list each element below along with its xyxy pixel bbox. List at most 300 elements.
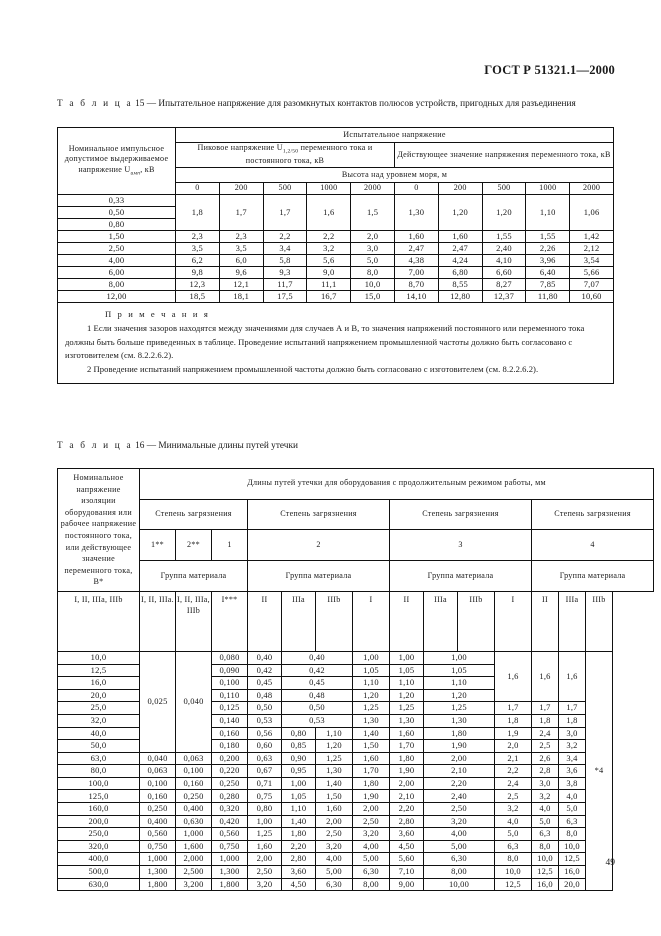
table-16-cell: 0,50: [248, 702, 282, 715]
table-16-cell: 0,90: [282, 752, 316, 765]
table-16-cell: 1,00: [424, 651, 495, 664]
table-row: [58, 254, 614, 266]
table-16-mat-p3-IIIa: IIIa: [424, 591, 458, 651]
table-16-cell: 5,0: [559, 803, 586, 816]
table-row: [58, 866, 654, 879]
table-16-cell: 1,10: [353, 677, 390, 690]
table-16-cell: 0,67: [248, 765, 282, 778]
table-15-row-label: 1,50: [58, 230, 176, 242]
table-16-cell: 5,0: [532, 815, 559, 828]
table-16-cell: 0,40: [248, 651, 282, 664]
table-16-cell: 5,00: [424, 840, 495, 853]
table-16-cell: 9,00: [390, 878, 424, 891]
table-15-cell: 1,60: [438, 230, 482, 242]
table-16-cell: 2,00: [248, 853, 282, 866]
standard-header: ГОСТ Р 51321.1—2000: [484, 63, 615, 77]
table-15: [57, 127, 614, 384]
table-15-row-label: 2,50: [58, 242, 176, 254]
table-16-cell: 1,8: [495, 714, 532, 727]
table-16-cell: 12,5: [495, 878, 532, 891]
table-15-altitude-1000a: 1000: [307, 182, 351, 194]
table-15-cell: 12,80: [438, 290, 482, 302]
table-16-caption: [57, 440, 613, 453]
table-15-merged-v7: 1,20: [482, 194, 526, 230]
table-16-cell: 2,50: [424, 803, 495, 816]
table-row: [58, 790, 654, 803]
table-16-pd4-merged-c: 1,6: [559, 651, 586, 701]
table-15-group1-header-sub: 1,2/50: [282, 148, 299, 155]
table-16-cell: 1,05: [282, 790, 316, 803]
table-16-cell: 2,000: [176, 853, 212, 866]
table-16-pd4-merged-a: 1,6: [495, 651, 532, 701]
table-16-cell: 1,9: [495, 727, 532, 740]
table-16-cell: 0,95: [282, 765, 316, 778]
table-row: [58, 290, 614, 302]
table-row: [58, 815, 654, 828]
table-16-cell: 1,80: [390, 752, 424, 765]
table-16-cell: 1,20: [390, 689, 424, 702]
table-16-cell: 5,00: [316, 866, 353, 879]
table-15-cell: 7,07: [570, 278, 614, 290]
table-15-cell: 3,54: [570, 254, 614, 266]
table-16-footnote-marker: *4: [586, 651, 613, 890]
table-16-cell: 1,50: [353, 740, 390, 753]
table-15-caption: [57, 98, 613, 111]
table-16-cell: 3,200: [176, 878, 212, 891]
table-16-cell: 1,00: [390, 651, 424, 664]
table-15-merged-v2: 1,7: [263, 194, 307, 230]
table-16-row-label: 40,0: [58, 727, 140, 740]
table-16-mat-p2-IIIa: IIIa: [282, 591, 316, 651]
table-16-row-label: 10,0: [58, 651, 140, 664]
table-16-cell: 0,080: [212, 651, 248, 664]
table-15-cell: 11,1: [307, 278, 351, 290]
table-16-cell: 3,60: [282, 866, 316, 879]
table-16-cell: 0,090: [212, 664, 248, 677]
table-16-degree-1star: 1**: [140, 530, 176, 561]
table-15-group1-header-post: переменного тока и постоянного тока, кВ: [245, 143, 373, 166]
table-16-cell: 1,8: [559, 714, 586, 727]
table-15-cell: 11,80: [526, 290, 570, 302]
table-16-cell: 2,20: [282, 840, 316, 853]
table-16-caption-label: Т а б л и ц а: [57, 441, 133, 451]
table-15-note-1: 1 Если значения зазоров находятся между значениями для случаев А и В, то значения напряжений постоянного или переменного тока должны быть больше приведенных в таблице. Проведение испытаний напряжением промышленной частоты должно быть согласовано с изготовителем (см. 8.2.2.6.2).: [65, 323, 585, 361]
table-16-cell: 2,10: [390, 790, 424, 803]
table-16-cell: 16,0: [559, 866, 586, 879]
table-16-cell: 20,0: [559, 878, 586, 891]
table-16-cell: 4,00: [316, 853, 353, 866]
table-15-altitude-header: Высота над уровнем моря, м: [176, 167, 614, 182]
table-16-cell: 0,160: [140, 790, 176, 803]
table-16-cell: 0,80: [248, 803, 282, 816]
table-16-cell: 1,30: [424, 714, 495, 727]
table-15-cell: 12,3: [176, 278, 220, 290]
table-16-cell: 0,53: [248, 714, 282, 727]
table-15-cell: 14,10: [394, 290, 438, 302]
table-16-cell: 0,60: [248, 740, 282, 753]
table-16-caption-number: 16: [135, 441, 145, 451]
table-16-cell: 0,45: [248, 677, 282, 690]
table-15-cell: 2,47: [394, 242, 438, 254]
table-15-cell: 2,2: [263, 230, 307, 242]
table-16-cell: 1,10: [282, 803, 316, 816]
table-15-notes-row: [58, 302, 614, 383]
table-row: [58, 765, 654, 778]
table-16-cell: 0,063: [140, 765, 176, 778]
table-16-cell: 4,00: [353, 840, 390, 853]
table-15-merged-v9: 1,06: [570, 194, 614, 230]
table-16-mat-p1b: I, II, IIIa.: [140, 591, 176, 651]
table-16-cell: 10,0: [495, 866, 532, 879]
table-16-material-group-label-1: Группа материала: [140, 561, 248, 592]
table-16-cell: 3,20: [353, 828, 390, 841]
table-16-cell: 2,80: [390, 815, 424, 828]
table-16-pd1a-merged: 0,025: [140, 651, 176, 752]
table-16-cell: 1,70: [353, 765, 390, 778]
table-16-cell: 3,20: [424, 815, 495, 828]
table-16-cell: 0,63: [248, 752, 282, 765]
table-16-cell: 0,125: [212, 702, 248, 715]
table-15-cell: 6,2: [176, 254, 220, 266]
table-16-cell: 1,90: [390, 765, 424, 778]
table-16-cell: 0,280: [212, 790, 248, 803]
table-15-row-label: 4,00: [58, 254, 176, 266]
table-16-cell: 2,6: [532, 752, 559, 765]
table-16-cell: 1,7: [559, 702, 586, 715]
table-16-row-label: 12,5: [58, 664, 140, 677]
table-16-cell: 6,3: [532, 828, 559, 841]
table-16-cell: 7,10: [390, 866, 424, 879]
table-16-cell: 3,0: [532, 777, 559, 790]
table-15-altitude-200a: 200: [219, 182, 263, 194]
table-15-altitude-500b: 500: [482, 182, 526, 194]
table-15-caption-label: Т а б л и ц а: [57, 99, 133, 109]
table-row: [58, 878, 654, 891]
table-15-cell: 6,0: [219, 254, 263, 266]
table-15-merged-v5: 1,30: [394, 194, 438, 230]
table-16-cell: 2,00: [390, 777, 424, 790]
table-16-cell: 3,0: [559, 727, 586, 740]
table-row: [58, 194, 614, 206]
table-16-cell: 10,0: [532, 853, 559, 866]
table-row: [58, 278, 614, 290]
table-16-cell: 0,063: [176, 752, 212, 765]
table-16-cell: 3,2: [495, 803, 532, 816]
table-16-material-group-label-4: Группа материала: [532, 561, 654, 592]
table-16-row-label: 250,0: [58, 828, 140, 841]
table-15-cell: 3,4: [263, 242, 307, 254]
table-15-cell: 8,70: [394, 278, 438, 290]
table-16-cell: 2,00: [316, 815, 353, 828]
table-16-cell: 2,20: [390, 803, 424, 816]
table-16-cell: 0,40: [282, 651, 353, 664]
table-15-cell: 3,5: [176, 242, 220, 254]
table-16-cell: 3,8: [559, 777, 586, 790]
table-15-cell: 9,3: [263, 266, 307, 278]
table-15-cell: 9,8: [176, 266, 220, 278]
table-15-caption-number: 15: [135, 99, 145, 109]
table-16-cell: 3,2: [532, 790, 559, 803]
table-16-cell: 1,20: [353, 689, 390, 702]
table-16-cell: 2,500: [176, 866, 212, 879]
table-16-cell: 3,4: [559, 752, 586, 765]
table-16-cell: 1,05: [424, 664, 495, 677]
table-16-cell: 6,30: [353, 866, 390, 879]
page-number: 49: [605, 858, 615, 868]
table-16-cell: 1,10: [424, 677, 495, 690]
table-15-caption-text: Ипытательное напряжение для разомкнутых контактов полюсов устройств, пригодных для разъединения: [158, 99, 576, 109]
table-16-degree-1: 1: [212, 530, 248, 561]
table-16-cell: 0,100: [176, 765, 212, 778]
table-15-cell: 5,6: [307, 254, 351, 266]
table-16-mat-p2-I: I***: [212, 591, 248, 651]
table-16-cell: 0,560: [212, 828, 248, 841]
table-16-pollution-label-2: Степень загрязнения: [248, 499, 390, 530]
table-row: [58, 651, 654, 664]
table-15-cell: 7,00: [394, 266, 438, 278]
table-15-merged-v1: 1,7: [219, 194, 263, 230]
table-15-cell: 3,2: [307, 242, 351, 254]
table-15-cell: 2,26: [526, 242, 570, 254]
table-15-row-label: 6,00: [58, 266, 176, 278]
table-16-cell: 2,0: [495, 740, 532, 753]
table-16-cell: 0,750: [140, 840, 176, 853]
table-16-cell: 2,40: [424, 790, 495, 803]
table-16-cell: 2,80: [282, 853, 316, 866]
table-15-cell: 6,40: [526, 266, 570, 278]
table-16-cell: 0,420: [212, 815, 248, 828]
table-16-cell: 10,00: [424, 878, 495, 891]
table-15-cell: 17,5: [263, 290, 307, 302]
table-16-mat-p2-IIIb: IIIb: [316, 591, 353, 651]
table-15-altitude-0b: 0: [394, 182, 438, 194]
table-15-cell: 5,0: [351, 254, 395, 266]
table-16-row-label: 630,0: [58, 878, 140, 891]
table-16-cell: 0,110: [212, 689, 248, 702]
table-16: [57, 468, 654, 891]
table-15-cell: 11,7: [263, 278, 307, 290]
table-16-cell: 4,0: [559, 790, 586, 803]
table-16-row-label: 100,0: [58, 777, 140, 790]
table-15-cell: 4,24: [438, 254, 482, 266]
table-15-cell: 2,3: [219, 230, 263, 242]
table-16-pollution-label-4: Степень загрязнения: [532, 499, 654, 530]
table-16-mat-p2-II: II: [248, 591, 282, 651]
table-15-cell: 16,7: [307, 290, 351, 302]
table-16-cell: 0,85: [282, 740, 316, 753]
table-16-cell: 1,80: [353, 777, 390, 790]
table-15-cell: 5,8: [263, 254, 307, 266]
table-16-cell: 1,60: [316, 803, 353, 816]
table-15-cell: 10,60: [570, 290, 614, 302]
table-15-merged-v3: 1,6: [307, 194, 351, 230]
table-16-cell: 1,00: [353, 651, 390, 664]
table-15-cell: 2,12: [570, 242, 614, 254]
table-16-cell: 1,00: [282, 777, 316, 790]
table-16-cell: 16,0: [532, 878, 559, 891]
table-16-cell: 1,25: [353, 702, 390, 715]
table-16-cell: 4,50: [390, 840, 424, 853]
table-16-cell: 5,60: [390, 853, 424, 866]
table-16-row-label: 200,0: [58, 815, 140, 828]
table-16-mat-p3-II: II: [390, 591, 424, 651]
table-15-cell: 3,5: [219, 242, 263, 254]
table-16-pd1b-merged: 0,040: [176, 651, 212, 752]
table-row: [58, 752, 654, 765]
table-16-material-group-label-2: Группа материала: [248, 561, 390, 592]
table-16-cell: 8,00: [424, 866, 495, 879]
table-16-cell: 0,400: [140, 815, 176, 828]
table-15-span-header: Испытательное напряжение: [176, 128, 614, 143]
table-16-cell: 1,05: [390, 664, 424, 677]
table-15-altitude-500a: 500: [263, 182, 307, 194]
table-row: [58, 777, 654, 790]
table-15-merged-v0: 1,8: [176, 194, 220, 230]
table-16-cell: 0,160: [176, 777, 212, 790]
table-16-cell: 1,70: [390, 740, 424, 753]
table-16-cell: 1,80: [282, 828, 316, 841]
table-15-cell: 1,55: [482, 230, 526, 242]
table-row: [58, 266, 614, 278]
table-15-label-033: 0,33: [58, 194, 176, 206]
table-row: [58, 242, 614, 254]
table-16-cell: 1,50: [316, 790, 353, 803]
table-16-cell: 1,7: [495, 702, 532, 715]
table-16-cell: 0,320: [212, 803, 248, 816]
table-16-cell: 2,4: [532, 727, 559, 740]
table-16-cell: 1,30: [353, 714, 390, 727]
table-16-pollution-label-3: Степень загрязнения: [390, 499, 532, 530]
table-15-col0-header: [58, 128, 176, 195]
table-16-cell: 4,0: [532, 803, 559, 816]
table-15-note-2: 2 Проведение испытаний напряжением промышленной частоты должно быть согласовано с изготовителем (см. 8.2.2.6.2).: [87, 363, 539, 374]
table-16-mat-p3-I: I: [353, 591, 390, 651]
table-16-row-label: 50,0: [58, 740, 140, 753]
table-row: [58, 828, 654, 841]
table-16-cell: 2,50: [316, 828, 353, 841]
table-15-cell: 9,6: [219, 266, 263, 278]
table-16-cell: 1,000: [176, 828, 212, 841]
table-15-col0-header-sub: имп: [130, 170, 141, 177]
table-16-cell: 1,40: [282, 815, 316, 828]
table-16-degree-3: 3: [390, 530, 532, 561]
table-16-cell: 0,200: [212, 752, 248, 765]
table-16-cell: 10,0: [559, 840, 586, 853]
table-15-cell: 8,55: [438, 278, 482, 290]
table-16-cell: 1,80: [424, 727, 495, 740]
table-15-cell: 1,60: [394, 230, 438, 242]
table-16-cell: 2,50: [248, 866, 282, 879]
table-16-cell: 8,0: [559, 828, 586, 841]
table-15-cell: 6,60: [482, 266, 526, 278]
table-16-cell: 0,42: [282, 664, 353, 677]
table-16-row-label: 63,0: [58, 752, 140, 765]
table-16-mat-p4-IIIb: IIIb: [586, 591, 613, 651]
table-15-cell: 2,2: [307, 230, 351, 242]
table-16-cell: 2,4: [495, 777, 532, 790]
table-16-cell: 0,140: [212, 714, 248, 727]
table-row: [58, 853, 654, 866]
table-16-cell: 6,3: [495, 840, 532, 853]
table-16-cell: 0,100: [212, 677, 248, 690]
table-16-row-label: 80,0: [58, 765, 140, 778]
table-15-notes-title: П р и м е ч а н и я: [105, 308, 210, 319]
table-15-cell: 6,80: [438, 266, 482, 278]
table-16-cell: 4,0: [495, 815, 532, 828]
table-16-cell: 1,800: [140, 878, 176, 891]
table-16-material-group-label-3: Группа материала: [390, 561, 532, 592]
table-16-cell: 2,10: [424, 765, 495, 778]
table-15-merged-v4: 1,5: [351, 194, 395, 230]
table-16-cell: 1,000: [212, 853, 248, 866]
table-16-row-label: 160,0: [58, 803, 140, 816]
table-16-cell: 1,90: [353, 790, 390, 803]
table-16-caption-text: Минимальные длины путей утечки: [158, 441, 298, 451]
table-16-cell: 1,10: [390, 677, 424, 690]
table-15-cell: 1,55: [526, 230, 570, 242]
table-16-mat-p3-IIIb: IIIb: [458, 591, 495, 651]
table-16-cell: 0,400: [176, 803, 212, 816]
table-16-cell: 12,5: [532, 866, 559, 879]
table-16-caption-dash: —: [146, 441, 157, 451]
table-15-col0-header-tail: , кВ: [140, 165, 155, 175]
table-16-cell: 0,160: [212, 727, 248, 740]
table-16-cell: 1,20: [316, 740, 353, 753]
table-16-cell: 0,50: [282, 702, 353, 715]
table-16-cell: 0,250: [140, 803, 176, 816]
table-16-cell: 0,250: [212, 777, 248, 790]
table-16-cell: 0,560: [140, 828, 176, 841]
table-16-cell: 1,60: [390, 727, 424, 740]
table-16-span-header: Длины путей утечки для оборудования с продолжительным режимом работы, мм: [140, 469, 654, 500]
table-16-cell: 0,45: [282, 677, 353, 690]
table-16-cell: 1,8: [532, 714, 559, 727]
table-15-merged-v8: 1,10: [526, 194, 570, 230]
table-16-cell: 0,100: [140, 777, 176, 790]
table-16-row-label: 400,0: [58, 853, 140, 866]
table-16-row-label: 16,0: [58, 677, 140, 690]
table-16-cell: 2,1: [495, 752, 532, 765]
table-15-cell: 2,40: [482, 242, 526, 254]
table-row: [58, 230, 614, 242]
table-16-cell: 3,20: [316, 840, 353, 853]
table-16-col0-header: Номинальное напряжение изоляции оборудования или рабочее напряжение постоянного тока, или действующее значение переменного тока, В*: [58, 469, 140, 592]
table-16-row-label: 125,0: [58, 790, 140, 803]
table-16-cell: 2,8: [532, 765, 559, 778]
table-15-cell: 9,0: [307, 266, 351, 278]
table-15-cell: 4,10: [482, 254, 526, 266]
table-16-mat-p1c: I, II, IIIa, IIIb: [176, 591, 212, 651]
table-16-cell: 1,7: [532, 702, 559, 715]
table-16-cell: 2,00: [353, 803, 390, 816]
table-15-group1-header: [176, 143, 395, 168]
table-16-cell: 8,0: [495, 853, 532, 866]
table-15-notes: [58, 302, 614, 383]
table-16-row-label: 320,0: [58, 840, 140, 853]
table-row: [58, 840, 654, 853]
table-15-cell: 3,96: [526, 254, 570, 266]
table-16-cell: 4,50: [282, 878, 316, 891]
table-15-cell: 2,0: [351, 230, 395, 242]
table-16-cell: 2,00: [424, 752, 495, 765]
table-16-cell: 3,6: [559, 765, 586, 778]
table-15-merged-v6: 1,20: [438, 194, 482, 230]
table-15-cell: 7,85: [526, 278, 570, 290]
table-15-cell: 10,0: [351, 278, 395, 290]
table-16-mat-p4-IIIa: IIIa: [559, 591, 586, 651]
table-16-row-label: 20,0: [58, 689, 140, 702]
table-16-cell: 3,20: [248, 878, 282, 891]
